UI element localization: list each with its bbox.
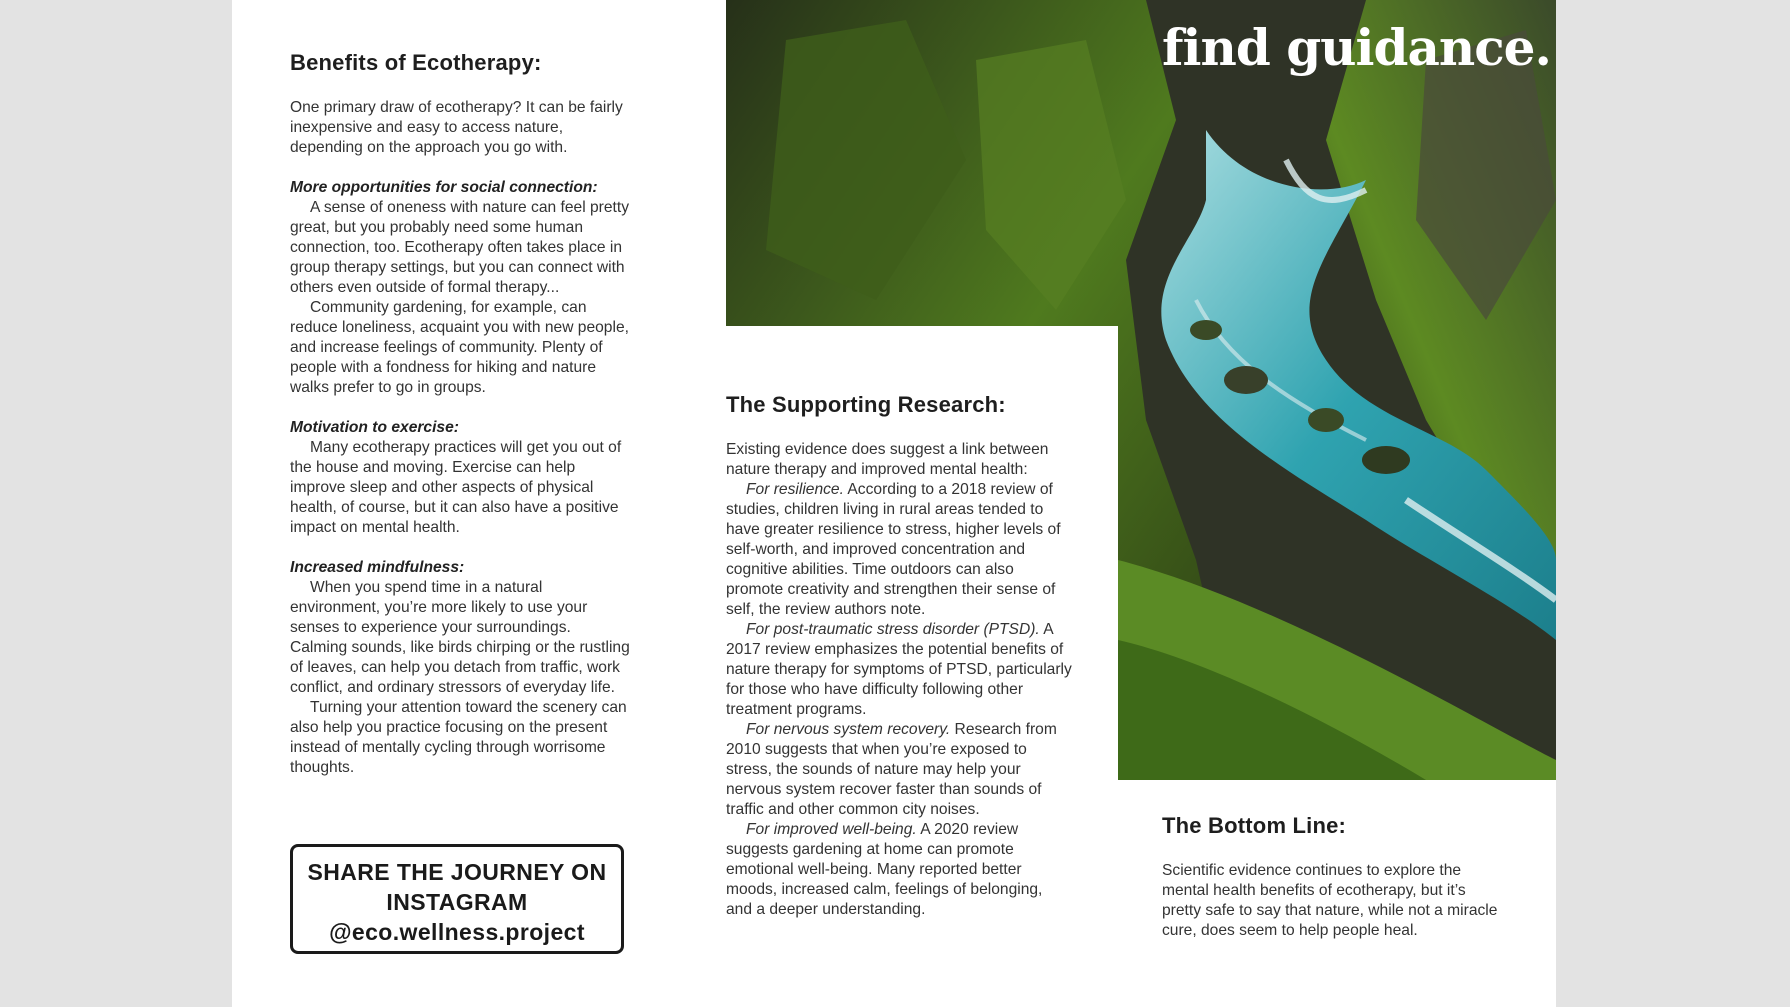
wellbeing-paragraph bbox=[726, 820, 1072, 920]
wellbeing-text: A 2020 review suggests gardening at home can promote emotional well-being. Many reported better moods, increased calm, feelings of belonging, and a deeper understanding. bbox=[726, 821, 1043, 918]
resilience-lead: For resilience. bbox=[746, 481, 844, 498]
social-paragraph-1: A sense of oneness with nature can feel pretty great, but you probably need some human connection, too. Ecotherapy often takes place in group therapy settings, but you can connect with others even outside of formal therapy... bbox=[290, 199, 630, 296]
wellbeing-lead: For improved well-being. bbox=[746, 821, 917, 838]
research-intro: Existing evidence does suggest a link between nature therapy and improved mental health: bbox=[726, 441, 1049, 478]
ptsd-text: A 2017 review emphasizes the potential benefits of nature therapy for symptoms of PTSD, particularly for those who have difficulty following other treatment programs. bbox=[726, 621, 1072, 718]
ptsd-lead: For post-traumatic stress disorder (PTSD). bbox=[746, 621, 1040, 638]
resilience-paragraph bbox=[726, 480, 1072, 620]
research-column bbox=[726, 392, 1072, 920]
nervous-lead: For nervous system recovery. bbox=[746, 721, 951, 738]
benefits-intro: One primary draw of ecotherapy? It can be fairly inexpensive and easy to access nature, depending on the approach you go with. bbox=[290, 99, 623, 156]
nervous-text: Research from 2010 suggests that when you’re exposed to stress, the sounds of nature may help your nervous system recover faster than sounds of traffic and other common city noises. bbox=[726, 721, 1057, 818]
mindfulness-paragraph-1: When you spend time in a natural environment, you’re more likely to use your senses to experience your surroundings. Calming sounds, like birds chirping or the rustling of leaves, can help you detach from traffic, work conflict, and ordinary stressors of everyday life. bbox=[290, 579, 630, 696]
headline: find guidance. bbox=[1162, 18, 1551, 77]
nervous-paragraph bbox=[726, 720, 1072, 820]
instagram-handle[interactable]: @eco.wellness.project bbox=[329, 919, 585, 945]
mindfulness-paragraph-2: Turning your attention toward the scenery can also help you practice focusing on the present instead of mentally cycling through worrisome thoughts. bbox=[290, 699, 627, 776]
bottom-line-title: The Bottom Line: bbox=[1162, 813, 1347, 838]
share-line-2: INSTAGRAM bbox=[386, 889, 528, 915]
bottom-line-column bbox=[1162, 813, 1502, 941]
exercise-heading: Motivation to exercise: bbox=[290, 419, 459, 436]
resilience-text: According to a 2018 review of studies, children living in rural areas tended to have greater resilience to stress, higher levels of self-worth, and improved concentration and cognitive abilities. Time outdoors can also promote creativity and strengthen their sense of self, the review authors note. bbox=[726, 481, 1061, 618]
social-heading: More opportunities for social connection: bbox=[290, 179, 598, 196]
bottom-line-text: Scientific evidence continues to explore the mental health benefits of ecotherapy, but it’s pretty safe to say that nature, while not a miracle cure, does seem to help people heal. bbox=[1162, 862, 1498, 939]
social-paragraph-2: Community gardening, for example, can reduce loneliness, acquaint you with new people, and increase feelings of community. Plenty of people with a fondness for hiking and nature walks prefer to go in groups. bbox=[290, 299, 629, 396]
brochure-page bbox=[232, 0, 1556, 1007]
benefits-column bbox=[290, 50, 630, 778]
share-line-1: SHARE THE JOURNEY ON bbox=[307, 859, 607, 885]
instagram-share-box[interactable] bbox=[290, 844, 624, 954]
benefits-title: Benefits of Ecotherapy: bbox=[290, 50, 542, 75]
mindfulness-heading: Increased mindfulness: bbox=[290, 559, 465, 576]
research-title: The Supporting Research: bbox=[726, 392, 1006, 417]
exercise-paragraph: Many ecotherapy practices will get you out of the house and moving. Exercise can help improve sleep and other aspects of physical health, of course, but it can also have a positive impact on mental health. bbox=[290, 439, 622, 536]
ptsd-paragraph bbox=[726, 620, 1072, 720]
